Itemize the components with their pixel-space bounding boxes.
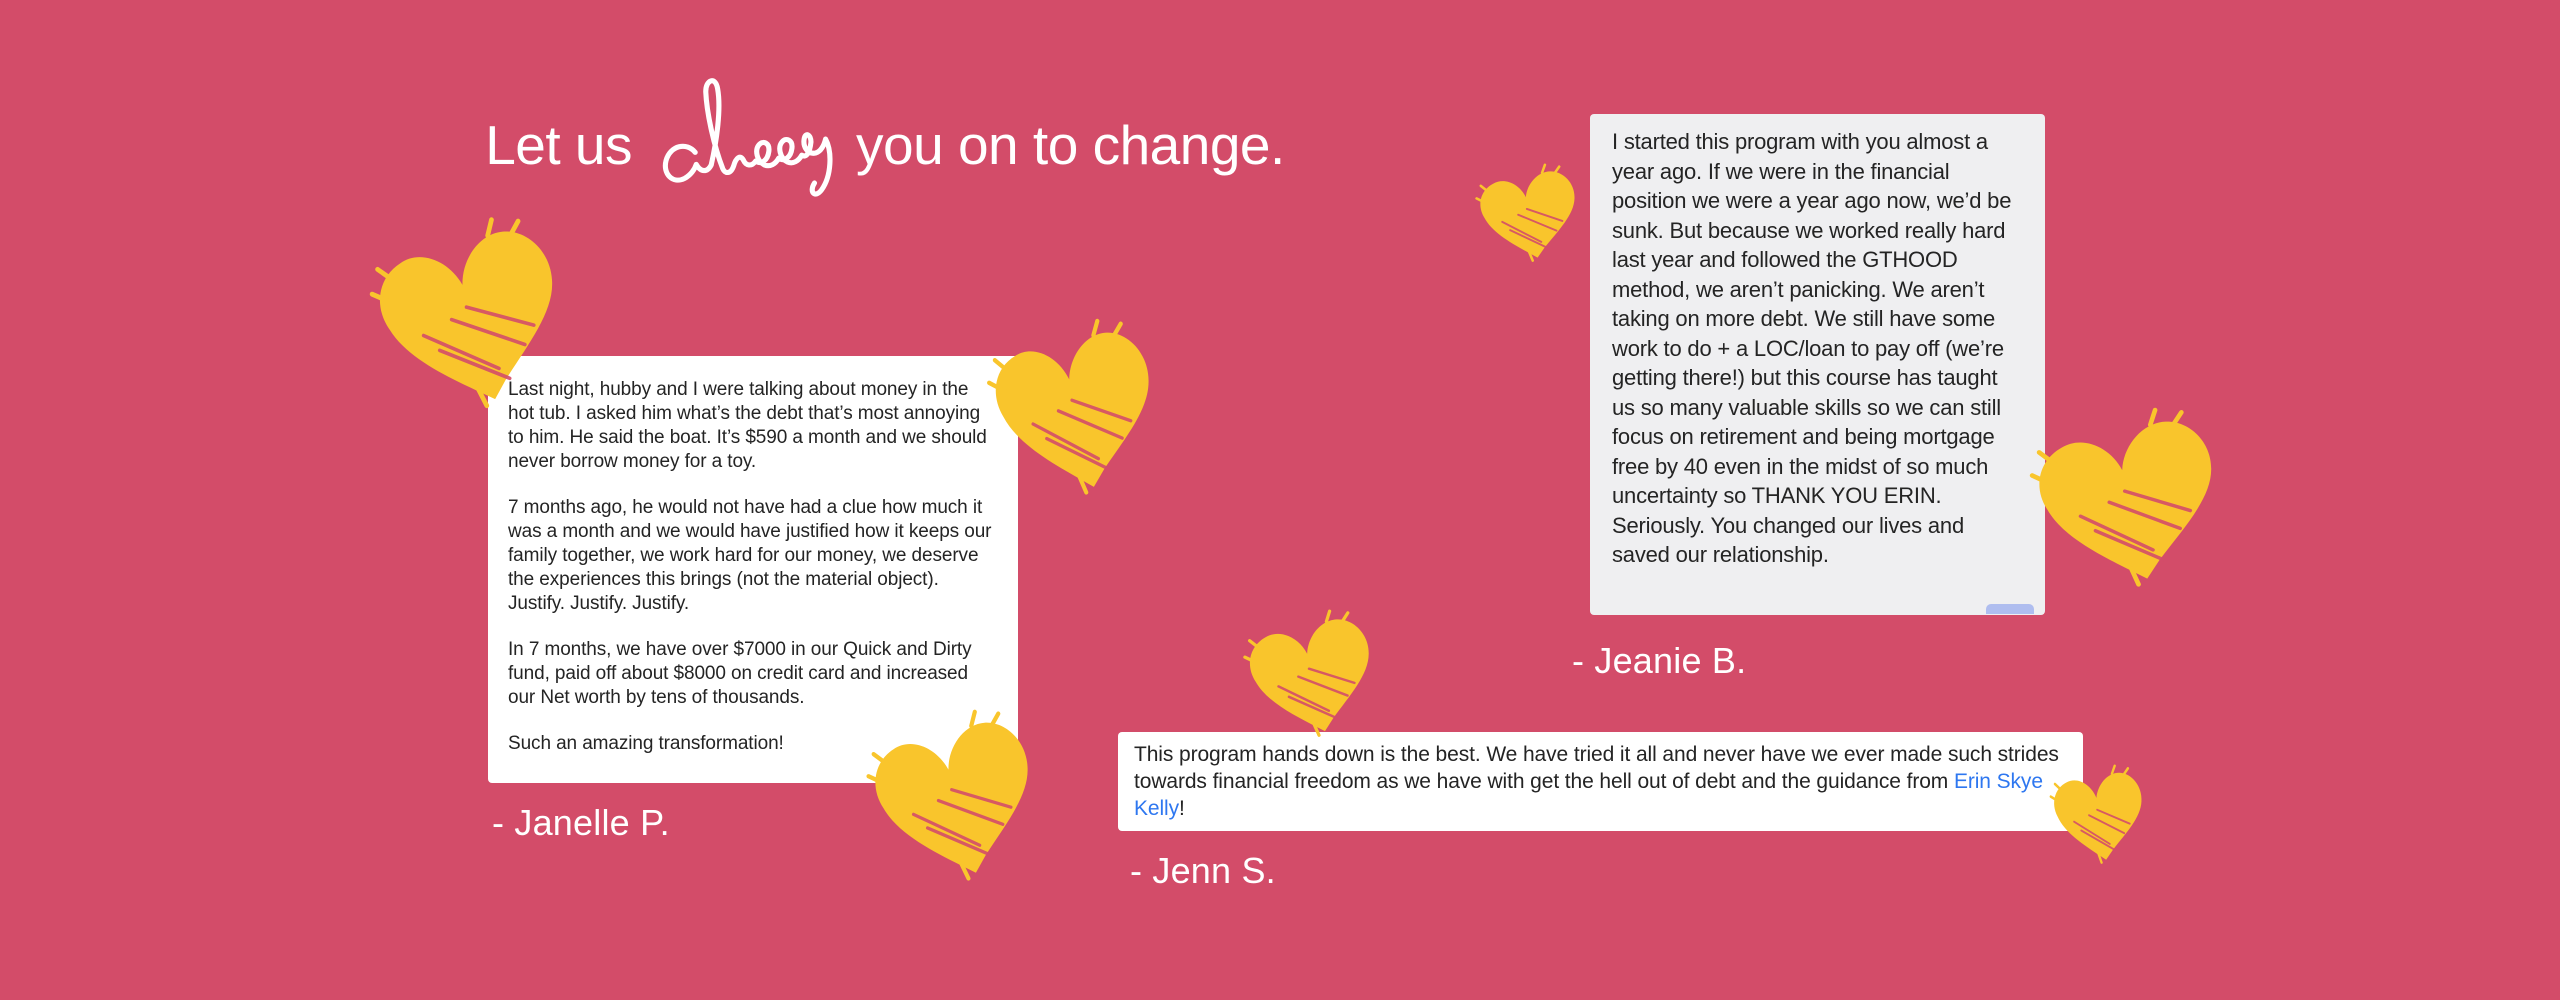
testimonial-paragraph: 7 months ago, he would not have had a clue how much it was a month and we would have justified how it keeps our family together, we work hard for our money, we deserve the experiences this brings (not the material object). Justify. Justify. Justify. xyxy=(508,497,992,614)
brush-heart-icon xyxy=(1232,596,1392,758)
title-prefix: Let us xyxy=(485,113,633,176)
attribution-jeanie: - Jeanie B. xyxy=(1572,640,1747,681)
cheer-script-word xyxy=(640,61,849,235)
brush-heart-icon xyxy=(850,690,1061,910)
erin-skye-kelly-link[interactable]: Erin Skye Kelly xyxy=(1134,770,2043,820)
testimonial-paragraph: In 7 months, we have over $7000 in our Quick and Dirty fund, paid off about $8000 on credit card and increased our Net worth by tens of thousands. xyxy=(508,639,972,708)
title-suffix: you on to change. xyxy=(856,113,1285,176)
testimonial-text-after-link: ! xyxy=(1179,797,1185,820)
brush-heart-icon xyxy=(1468,154,1591,277)
brush-heart-icon xyxy=(2014,388,2244,616)
testimonial-paragraph: I started this program with you almost a year ago. If we were in the financial position we were a year ago now, we’d be sunk. But because we worked really hard last year and followed the GTHOOD method, we aren’t panicking. We aren’t taking on more debt. We still have some work to do + a LOC/loan to pay off (we’re getting there!) but this course has taught us so many valuable skills so we can still focus on retirement and being mortgage free by 40 even in the midst of so much uncertainty so THANK YOU ERIN. Seriously. You changed our lives and saved our relationship. xyxy=(1612,129,2012,567)
attribution-janelle: - Janelle P. xyxy=(492,802,670,843)
testimonial-card-jeanie xyxy=(1590,114,2045,615)
brush-heart-icon xyxy=(2043,756,2155,877)
testimonial-paragraph: Such an amazing transformation! xyxy=(508,733,784,754)
testimonial-text-before-link: This program hands down is the best. We have tried it all and never have we ever made such strides towards financial freedom as we have with get the hell out of debt and the guidance from xyxy=(1134,743,2059,793)
testimonial-paragraph: Last night, hubby and I were talking about money in the hot tub. I asked him what’s the debt that’s most annoying to him. He said the boat. It’s $590 a month and we should never borrow money for a toy. xyxy=(508,379,987,472)
cropped-screenshot-fragment xyxy=(1986,604,2034,614)
attribution-jenn: - Jenn S. xyxy=(1130,850,1276,891)
page-title xyxy=(430,62,1340,227)
